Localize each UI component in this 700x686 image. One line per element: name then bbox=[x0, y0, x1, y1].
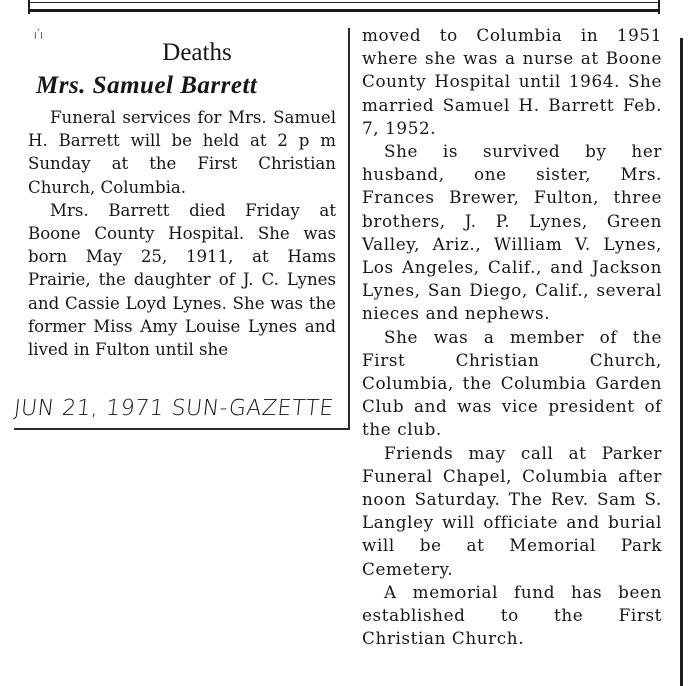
left-column bbox=[28, 36, 336, 361]
right-paragraph-5: A memorial fund has been established to the First Christian Church. bbox=[362, 581, 662, 649]
right-paragraph-3: She was a member of the First Christian Church, Columbia, the Columbia Garden Club and was vice president of the club. bbox=[362, 326, 662, 440]
right-paragraph-4: Friends may call at Parker Funeral Chapel, Columbia after noon Saturday. The Rev. Sam S. Langley will officiate and burial will be at Memorial Park Cemetery. bbox=[362, 442, 662, 579]
column-gutter-line bbox=[348, 28, 350, 430]
right-column bbox=[362, 24, 662, 650]
right-paragraph-1: moved to Columbia in 1951 where she was a nurse at Boone County Hospital until 1964. She married Samuel H. Barrett Feb. 7, 1952. bbox=[362, 25, 662, 138]
top-rule-left-tick bbox=[28, 0, 30, 14]
obituary-name: Mrs. Samuel Barrett bbox=[36, 72, 258, 99]
left-paragraph-2: Mrs. Barrett died Friday at Boone County Hospital. She was born May 25, 1911, at Hams Prairie, the daughter of J. C. Lynes and Cassie Loyd Lynes. She was the former Miss Amy Louise Lynes and lived in Fulton until she bbox=[28, 200, 336, 360]
corner-mark: ꞁ𝄒ꞁ bbox=[34, 30, 44, 40]
handwritten-date-stamp: JUN 21, 1971 SUN-GAZETTE bbox=[12, 396, 336, 421]
left-paragraph-1: Funeral services for Mrs. Samuel H. Barrett will be held at 2 p m Sunday at the First Christian Church, Columbia. bbox=[28, 108, 336, 197]
right-paragraph-2: She is survived by her husband, one sister, Mrs. Frances Brewer, Fulton, three brothers, J. P. Lynes, Green Valley, Ariz., William V. Lynes, Los Angeles, Calif., and Jackson Lynes, San Diego, Calif., several nieces and nephews. bbox=[362, 141, 662, 324]
section-heading: Deaths bbox=[162, 39, 232, 66]
top-rule bbox=[30, 0, 660, 12]
top-rule-right-tick bbox=[658, 0, 660, 14]
stamp-underline bbox=[14, 428, 350, 430]
clipping-right-edge bbox=[680, 38, 683, 686]
